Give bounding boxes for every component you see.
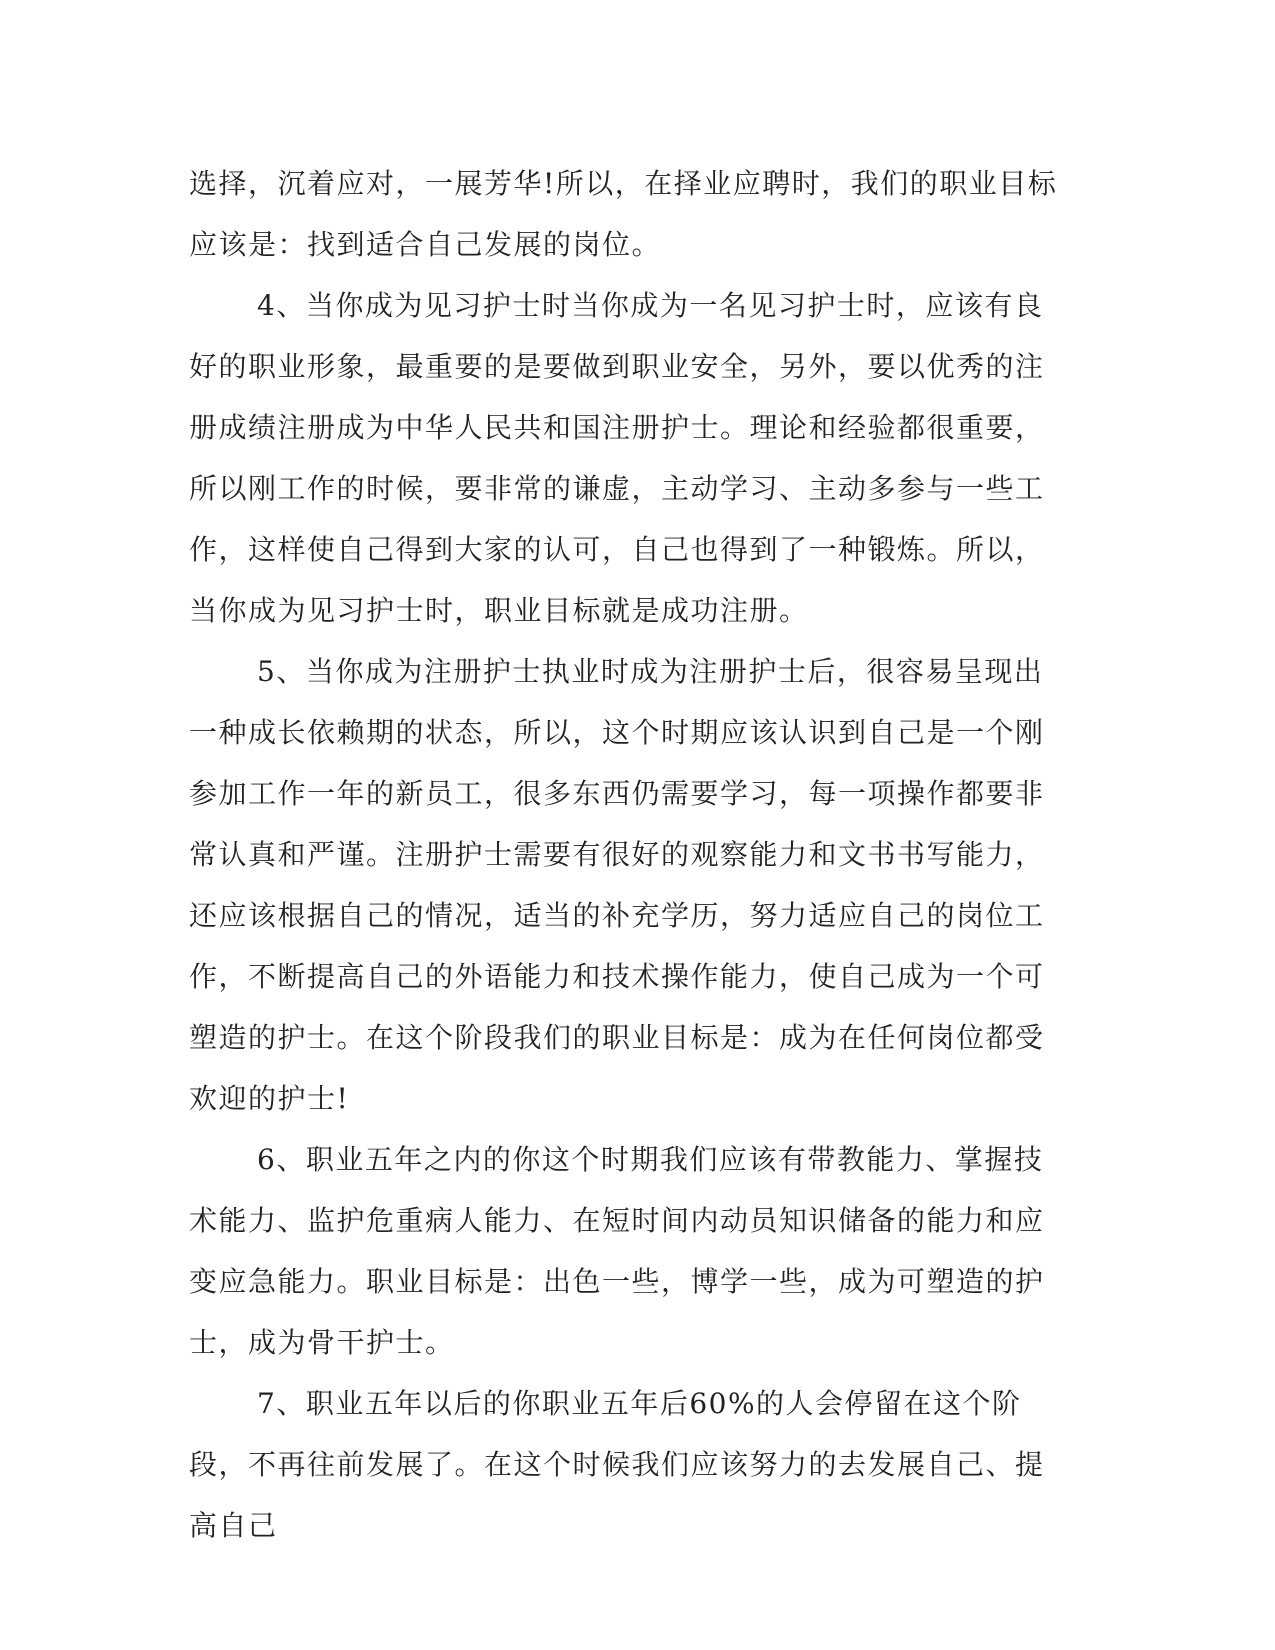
paragraph-item-5: 5、当你成为注册护士执业时成为注册护士后，很容易呈现出一种成长依赖期的状态，所以，这个时期应该认识到自己是一个刚参加工作一年的新员工，很多东西仍需要学习，每一项操作都要非常认真和严谨。注册护士需要有很好的观察能力和文书书写能力，还应该根据自己的情况，适当的补充学历，努力适应自己的岗位工作，不断提高自己的外语能力和技术操作能力，使自己成为一个可塑造的护士。在这个阶段我们的职业目标是：成为在任何岗位都受欢迎的护士! bbox=[189, 655, 1045, 1115]
document-body bbox=[189, 153, 1059, 1556]
paragraph-continuation: 选择，沉着应对，一展芳华!所以，在择业应聘时，我们的职业目标应该是：找到适合自己发展的岗位。 bbox=[189, 167, 1058, 261]
paragraph-item-4: 4、当你成为见习护士时当你成为一名见习护士时，应该有良好的职业形象，最重要的是要做到职业安全，另外，要以优秀的注册成绩注册成为中华人民共和国注册护士。理论和经验都很重要，所以刚工作的时候，要非常的谦虚，主动学习、主动多参与一些工作，这样使自己得到大家的认可，自己也得到了一种锻炼。所以，当你成为见习护士时，职业目标就是成功注册。 bbox=[189, 289, 1045, 627]
paragraph-item-7: 7、职业五年以后的你职业五年后60%的人会停留在这个阶段，不再往前发展了。在这个时候我们应该努力的去发展自己、提高自己 bbox=[189, 1387, 1045, 1542]
paragraph-item-6: 6、职业五年之内的你这个时期我们应该有带教能力、掌握技术能力、监护危重病人能力、在短时间内动员知识储备的能力和应变应急能力。职业目标是：出色一些，博学一些，成为可塑造的护士，成为骨干护士。 bbox=[189, 1143, 1045, 1359]
